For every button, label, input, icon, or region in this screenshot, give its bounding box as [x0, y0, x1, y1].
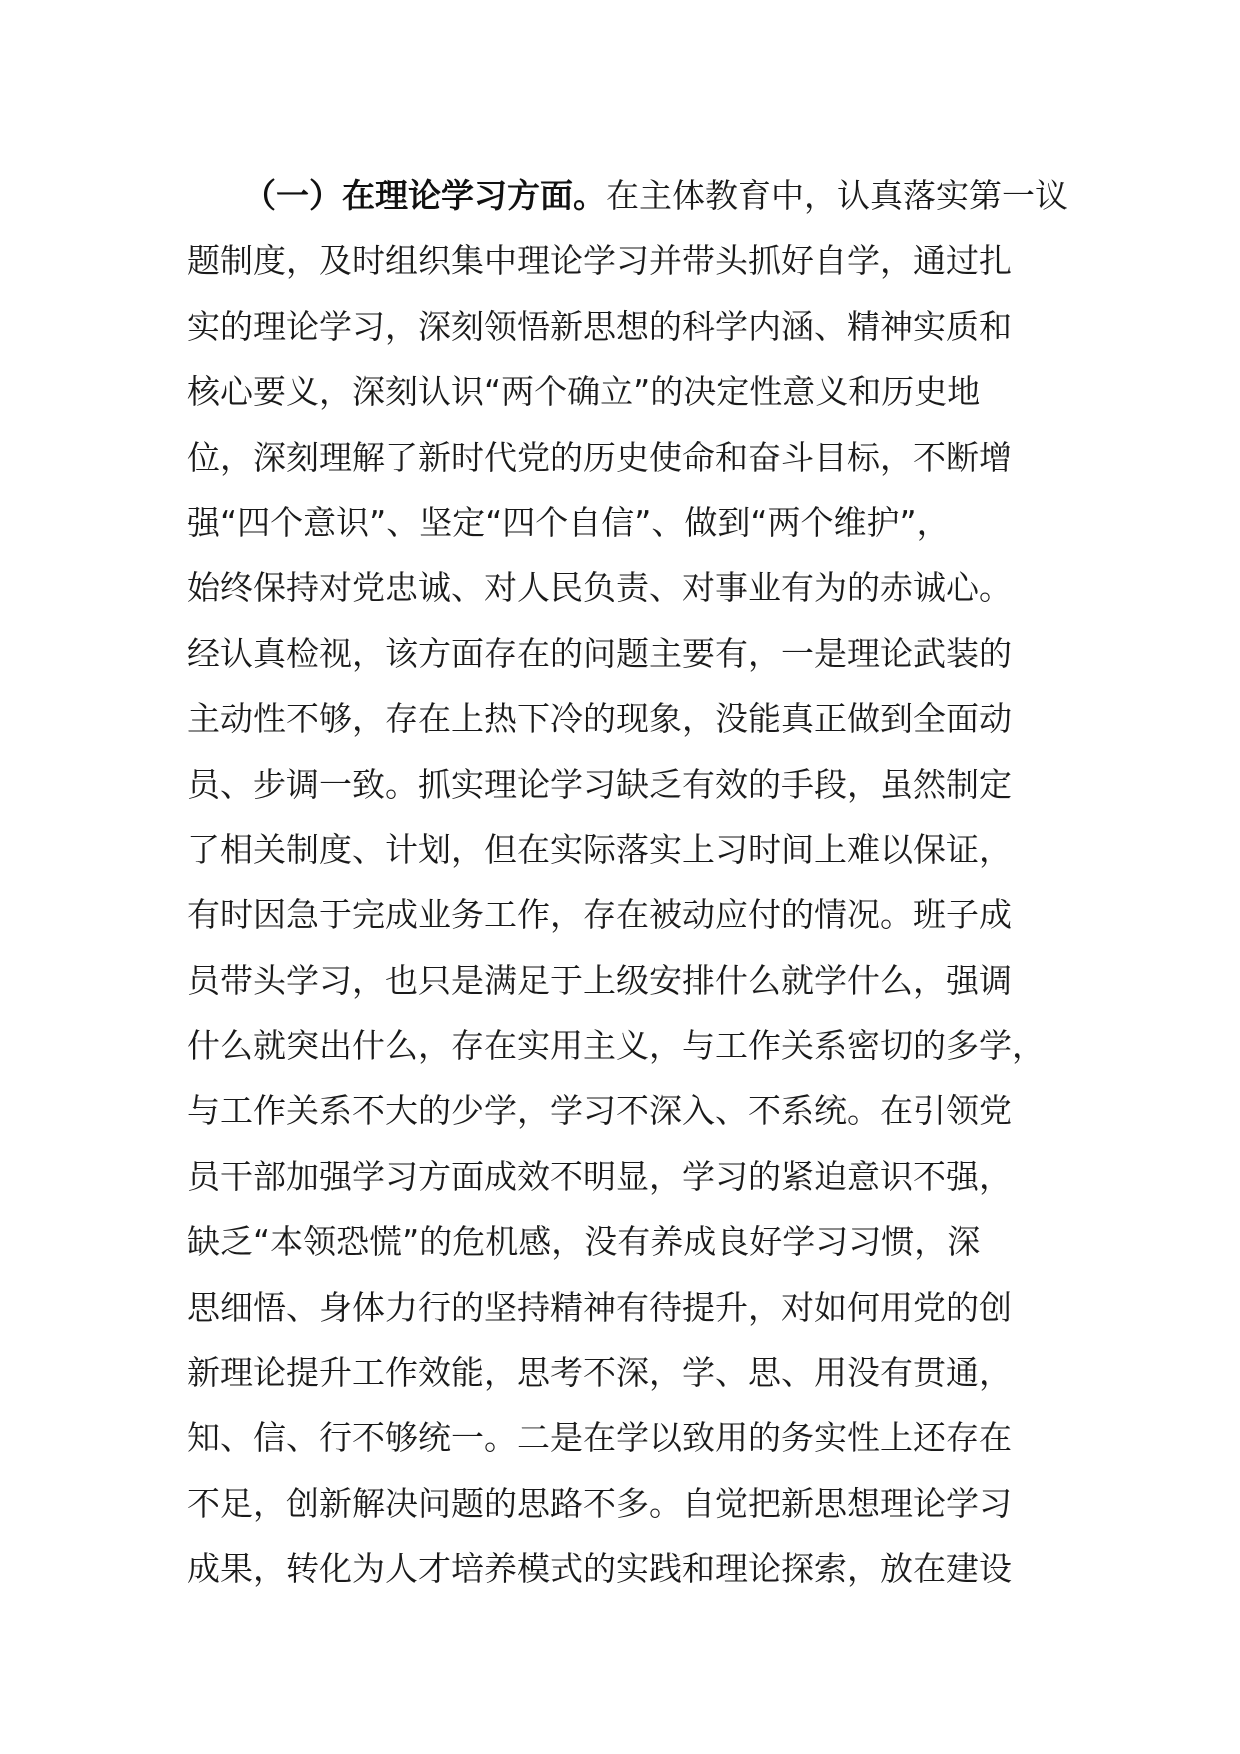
paragraph-line-8: 经认真检视，该方面存在的问题主要有，一是理论武装的 — [187, 633, 1012, 673]
paragraph-line-19: 新理论提升工作效能，思考不深，学、思、用没有贯通， — [187, 1353, 1012, 1393]
paragraph-line-10: 员、步调一致。抓实理论学习缺乏有效的手段，虽然制定 — [187, 764, 1012, 804]
paragraph-line-11: 了相关制度、计划，但在实际落实上习时间上难以保证， — [187, 829, 1012, 869]
paragraph-line-14: 什么就突出什么，存在实用主义，与工作关系密切的多学， — [187, 1026, 1045, 1066]
paragraph-line-15: 与工作关系不大的少学，学习不深入、不系统。在引领党 — [187, 1091, 1012, 1131]
paragraph-line-6: 强“四个意识”、坚定“四个自信”、做到“两个维护”， — [187, 502, 950, 542]
paragraph-line-9: 主动性不够，存在上热下冷的现象，没能真正做到全面动 — [187, 699, 1012, 739]
paragraph-line-17: 缺乏“本领恐慌”的危机感，没有养成良好学习习惯，深 — [187, 1222, 981, 1262]
paragraph-line-12: 有时因急于完成业务工作，存在被动应付的情况。班子成 — [187, 895, 1012, 935]
paragraph-line-4: 核心要义，深刻认识“两个确立”的决定性意义和历史地 — [187, 372, 981, 412]
paragraph-line-5: 位，深刻理解了新时代党的历史使命和奋斗目标，不断增 — [187, 437, 1012, 477]
section-heading: （一）在理论学习方面。 — [243, 176, 606, 215]
paragraph-line-13: 员带头学习，也只是满足于上级安排什么就学什么，强调 — [187, 960, 1012, 1000]
paragraph-line-3: 实的理论学习，深刻领悟新思想的科学内涵、精神实质和 — [187, 306, 1012, 346]
paragraph-text: 在主体教育中，认真落实第一议 — [606, 176, 1068, 215]
paragraph-line-18: 思细悟、身体力行的坚持精神有待提升，对如何用党的创 — [187, 1287, 1012, 1327]
paragraph-line-20: 知、信、行不够统一。二是在学以致用的务实性上还存在 — [187, 1418, 1012, 1458]
paragraph-line-1 — [187, 163, 1068, 228]
paragraph-line-21: 不足，创新解决问题的思路不多。自觉把新思想理论学习 — [187, 1483, 1012, 1523]
paragraph-line-22: 成果，转化为人才培养模式的实践和理论探索，放在建设 — [187, 1549, 1012, 1589]
paragraph-line-16: 员干部加强学习方面成效不明显，学习的紧迫意识不强， — [187, 1156, 1012, 1196]
body-paragraph — [187, 163, 1068, 1602]
paragraph-line-2: 题制度，及时组织集中理论学习并带头抓好自学，通过扎 — [187, 241, 1012, 281]
paragraph-line-7: 始终保持对党忠诚、对人民负责、对事业有为的赤诚心。 — [187, 568, 1012, 608]
